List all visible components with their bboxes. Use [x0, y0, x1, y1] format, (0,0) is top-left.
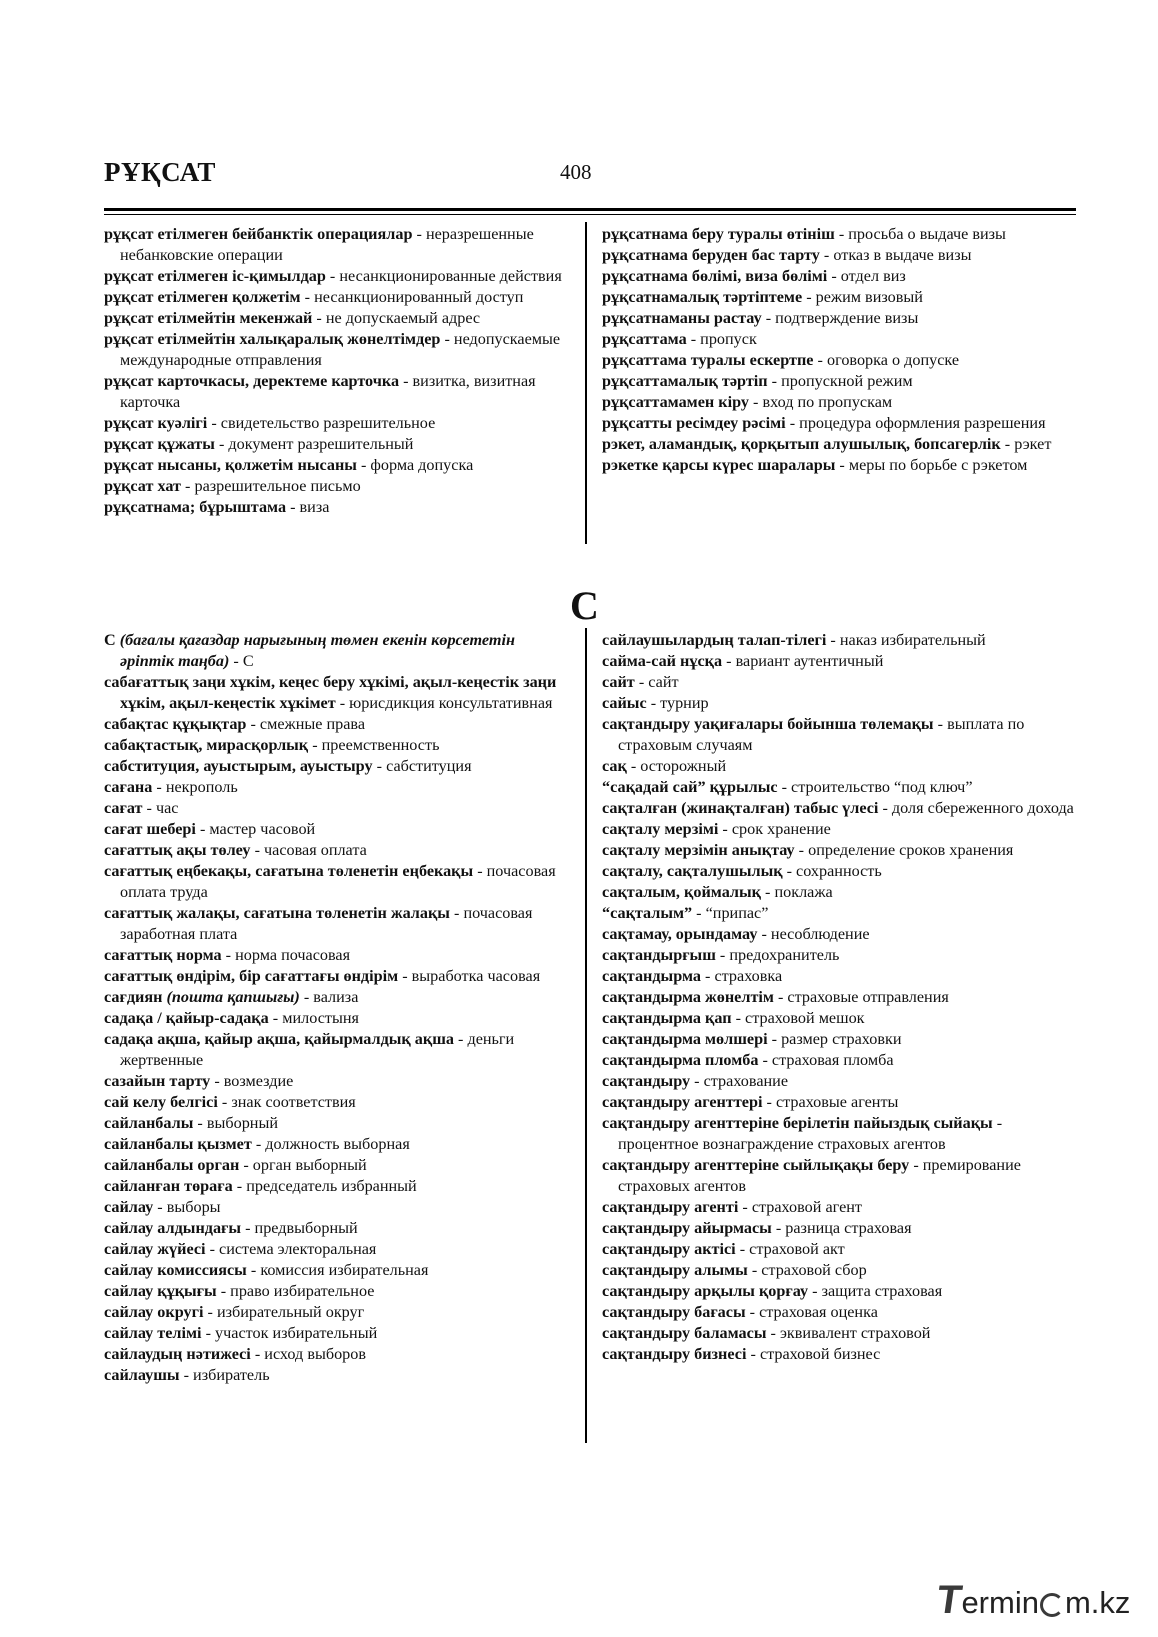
- entry-term: рұқсат карточкасы, деректеме карточка: [104, 372, 400, 390]
- entry-translation: сайт: [648, 673, 679, 691]
- dictionary-entry: сағаттық норма - норма почасовая: [104, 946, 351, 964]
- dictionary-entry: сайлау округі - избирательный округ: [104, 1303, 365, 1321]
- entry-term: сайлау алдындағы: [104, 1219, 242, 1237]
- entry-term: сақтандыру агенттеріне берілетін пайыздық сыйақы: [602, 1114, 993, 1132]
- entry-term: рұқсат нысаны, қолжетім нысаны: [104, 456, 357, 474]
- dictionary-entry: рұқсатнама беруден бас тарту - отказ в выдаче визы: [602, 246, 972, 264]
- entry-term: сағана: [104, 778, 153, 796]
- entry-translation: документ разрешительный: [228, 435, 414, 453]
- entry-term: сайлау телімі: [104, 1324, 202, 1342]
- dictionary-entry: рұқсат етілмейтін халықаралық жөнелтімдер - недопускаемые международные отправления: [104, 330, 561, 369]
- dictionary-entry: сайлаудың нәтижесі - исход выборов: [104, 1345, 366, 1363]
- entry-translation: страховой бизнес: [759, 1345, 881, 1363]
- header-rule-thin: [104, 214, 1076, 215]
- entry-translation: милостыня: [282, 1009, 359, 1027]
- dictionary-entry: рұқсат етілмеген бейбанктік операциялар - неразрешенные небанковские операции: [104, 225, 534, 264]
- dictionary-entry: рұқсат құжаты - документ разрешительный: [104, 435, 414, 453]
- dictionary-entry: сайлау құқығы - право избирательное: [104, 1282, 375, 1300]
- dictionary-entry: сақтандырма қап - страховой мешок: [602, 1009, 865, 1027]
- entry-term: сағаттық ақы төлеу: [104, 841, 251, 859]
- entry-translation: страховой сбор: [761, 1261, 867, 1279]
- entry-translation: возмездие: [223, 1072, 294, 1090]
- dictionary-entry: рұқсатнама беру туралы өтініш - просьба о выдаче визы: [602, 225, 1006, 243]
- entry-translation: председатель избранный: [246, 1177, 417, 1195]
- entry-term: С: [104, 631, 116, 649]
- dictionary-entry: рұқсатнамалық тәртіптеме - режим визовый: [602, 288, 923, 306]
- entry-translation: почасовая заработная плата: [120, 904, 533, 943]
- entry-term: сақтандыру бизнесі: [602, 1345, 747, 1363]
- dictionary-entry: рұқсатнаманы растау - подтверждение визы: [602, 309, 919, 327]
- dictionary-entry: сақтандырма жөнелтім - страховые отправления: [602, 988, 949, 1006]
- entry-term: сақталған (жинақталған) табыс үлесі: [602, 799, 879, 817]
- dictionary-entry: рұқсаттама - пропуск: [602, 330, 757, 348]
- page-header-title: РҰҚСАТ: [104, 157, 216, 187]
- dictionary-entry: сағаттық ақы төлеу - часовая оплата: [104, 841, 367, 859]
- entry-translation: страховые агенты: [775, 1093, 899, 1111]
- entry-translation: страховой агент: [751, 1198, 862, 1216]
- dictionary-entry: рұқсат хат - разрешительное письмо: [104, 477, 361, 495]
- entry-term: сақтандыру бағасы: [602, 1303, 746, 1321]
- entry-translation: юрисдикция консультативная: [349, 694, 553, 712]
- dictionary-entry: сағат - час: [104, 799, 179, 817]
- entry-translation: система электоральная: [219, 1240, 377, 1258]
- entry-term: сақтандыру: [602, 1072, 691, 1090]
- entry-term: сақтандыру алымы: [602, 1261, 748, 1279]
- entry-translation: неразрешенные небанковские операции: [120, 225, 534, 264]
- entry-translation: почасовая оплата труда: [120, 862, 556, 901]
- column-divider-bottom: [585, 628, 587, 1443]
- entry-term: сақтандырма мөлшері: [602, 1030, 768, 1048]
- entry-term: рэкет, аламандық, қорқытып алушылық, бопсагерлік: [602, 435, 1001, 453]
- entry-translation: процедура оформления разрешения: [799, 414, 1046, 432]
- entry-term: сағаттық жалақы, сағатына төленетін жалақы: [104, 904, 450, 922]
- entry-term: сақталу мерзімі: [602, 820, 719, 838]
- entry-term: сайлау комиссиясы: [104, 1261, 247, 1279]
- entry-translation: исход выборов: [264, 1345, 366, 1363]
- entry-term: рұқсат құжаты: [104, 435, 215, 453]
- entry-term: сайланған төраға: [104, 1177, 233, 1195]
- dictionary-entry: садақа ақша, қайыр ақша, қайырмалдық ақша - деньги жертвенные: [104, 1030, 515, 1069]
- entry-term: рұқсатнама бөлімі, виза бөлімі: [602, 267, 828, 285]
- watermark-letter: T: [933, 1578, 965, 1622]
- watermark-text-part1: ermin: [961, 1585, 1039, 1620]
- entry-translation: виза: [299, 498, 330, 516]
- entry-term: сабституция, ауыстырым, ауыстыру: [104, 757, 373, 775]
- entry-term: рұқсаттама: [602, 330, 687, 348]
- entry-term: сайланбалы орган: [104, 1156, 240, 1174]
- entry-term: рұқсаттамамен кіру: [602, 393, 749, 411]
- entry-translation: вализа: [313, 988, 359, 1006]
- dictionary-entry: рұқсат етілмеген қолжетім - несанкционированный доступ: [104, 288, 524, 306]
- entry-translation: выборный: [206, 1114, 278, 1132]
- entry-translation: мастер часовой: [209, 820, 316, 838]
- entry-translation: поклажа: [774, 883, 833, 901]
- entry-translation: пропускной режим: [781, 372, 913, 390]
- dictionary-entry: сақтандыру агенті - страховой агент: [602, 1198, 862, 1216]
- entry-translation: выработка часовая: [411, 967, 541, 985]
- entry-term: сақтандыру агенттері: [602, 1093, 763, 1111]
- entry-term: “сақадай сай” құрылыс: [602, 778, 778, 796]
- entry-translation: “припас”: [705, 904, 769, 922]
- entry-term: сақтандырма пломба: [602, 1051, 759, 1069]
- entry-translation: страховые отправления: [787, 988, 949, 1006]
- entry-term: рұқсат етілмеген бейбанктік операциялар: [104, 225, 413, 243]
- entry-term: сайлау жүйесі: [104, 1240, 206, 1258]
- dictionary-entry: рұқсаттамалық тәртіп - пропускной режим: [602, 372, 913, 390]
- entry-term: рұқсат хат: [104, 477, 181, 495]
- dictionary-entry: сақтандыру айырмасы - разница страховая: [602, 1219, 912, 1237]
- entry-translation: эквивалент страховой: [779, 1324, 931, 1342]
- entry-term: сағаттық норма: [104, 946, 222, 964]
- dictionary-entry: сақтандыру бизнесі - страховой бизнес: [602, 1345, 881, 1363]
- entry-translation: несоблюдение: [770, 925, 870, 943]
- entry-note: (бағалы қағаздар нарығының төмен екенін көрсететін әріптік таңба): [119, 631, 515, 670]
- entry-term: рұқсатнама; бұрыштама: [104, 498, 287, 516]
- entry-translation: свидетельство разрешительное: [220, 414, 436, 432]
- entry-translation: рэкет: [1014, 435, 1052, 453]
- dictionary-entry: сағаттық жалақы, сағатына төленетін жалақы - почасовая заработная плата: [104, 904, 533, 943]
- entry-translation: оговорка о допуске: [826, 351, 960, 369]
- entry-term: сабақтастық, мирасқорлық: [104, 736, 309, 754]
- entry-translation: срок хранение: [731, 820, 831, 838]
- dictionary-entry: сайланбалы қызмет - должность выборная: [104, 1135, 410, 1153]
- entry-term: сайлау: [104, 1198, 154, 1216]
- entry-translation: подтверждение визы: [775, 309, 919, 327]
- entry-term: сабағаттық заңи хұкім, кеңес беру хұкімі, ақыл-кеңестік заңи хұкім, ақыл-кеңестік хұкімет: [104, 673, 557, 712]
- dictionary-entry: садақа / қайыр-садақа - милостыня: [104, 1009, 359, 1027]
- entry-term: рұқсат етілмеген іс-қимылдар: [104, 267, 326, 285]
- entry-translation: визитка, визитная карточка: [120, 372, 536, 411]
- dictionary-entry: сабституция, ауыстырым, ауыстыру - сабституция: [104, 757, 472, 775]
- entry-term: садақа ақша, қайыр ақша, қайырмалдық ақша: [104, 1030, 454, 1048]
- entry-translation: предвыборный: [254, 1219, 358, 1237]
- dictionary-entry: сай келу белгісі - знак соответствия: [104, 1093, 356, 1111]
- entry-translation: страхование: [703, 1072, 789, 1090]
- entry-translation: отдел виз: [840, 267, 906, 285]
- entry-term: сақтандыру уақиғалары бойынша төлемақы: [602, 715, 934, 733]
- page-number: 408: [560, 160, 592, 184]
- entry-translation: страховая оценка: [759, 1303, 878, 1321]
- entry-term: сайлау құқығы: [104, 1282, 217, 1300]
- column-divider-top: [585, 222, 587, 544]
- dictionary-entry: сақтандыру баламасы - эквивалент страховой: [602, 1324, 931, 1342]
- entry-term: рұқсатнама беруден бас тарту: [602, 246, 820, 264]
- entry-term: сақтандыру айырмасы: [602, 1219, 772, 1237]
- entry-term: сақталу, сақталушылық: [602, 862, 783, 880]
- dictionary-entry: “сақталым” - “припас”: [602, 904, 769, 922]
- entry-translation: просьба о выдаче визы: [848, 225, 1006, 243]
- entry-translation: смежные права: [259, 715, 366, 733]
- entry-note: (пошта қапшығы): [166, 988, 300, 1006]
- dictionary-entry: “сақадай сай” құрылыс - строительство “под ключ”: [602, 778, 973, 796]
- section-letter: С: [570, 583, 599, 628]
- entry-translation: меры по борьбе с рэкетом: [848, 456, 1028, 474]
- dictionary-entry: рұқсат етілмейтін мекенжай - не допускаемый адрес: [104, 309, 481, 327]
- dictionary-entry: сақтандыру бағасы - страховая оценка: [602, 1303, 878, 1321]
- dictionary-entry: сайма-сай нұсқа - вариант аутентичный: [602, 652, 884, 670]
- entry-translation: орган выборный: [252, 1156, 367, 1174]
- entry-translation: часовая оплата: [264, 841, 367, 859]
- dictionary-entry: рэкетке қарсы күрес шаралары - меры по борьбе с рэкетом: [602, 456, 1028, 474]
- entry-term: рұқсат етілмейтін мекенжай: [104, 309, 313, 327]
- entry-term: сағат: [104, 799, 143, 817]
- dictionary-entry: рұқсаттама туралы ескертпе - оговорка о допуске: [602, 351, 960, 369]
- dictionary-entry: рұқсат куәлігі - свидетельство разрешительное: [104, 414, 436, 432]
- entry-term: рұқсаттамалық тәртіп: [602, 372, 768, 390]
- dictionary-entry: сағаттық еңбекақы, сағатына төленетін еңбекақы - почасовая оплата труда: [104, 862, 556, 901]
- entry-translation: страховой мешок: [745, 1009, 865, 1027]
- dictionary-entry: сақтандырғыш - предохранитель: [602, 946, 840, 964]
- entry-translation: разрешительное письмо: [194, 477, 361, 495]
- entry-term: сабақтас құқықтар: [104, 715, 247, 733]
- entry-term: рұқсатты ресімдеу рәсімі: [602, 414, 786, 432]
- entry-term: рұқсатнаманы растау: [602, 309, 762, 327]
- dictionary-entry: рұқсат нысаны, қолжетім нысаны - форма допуска: [104, 456, 474, 474]
- dictionary-entry: сақтамау, орындамау - несоблюдение: [602, 925, 870, 943]
- entry-term: сақталу мерзімін анықтау: [602, 841, 795, 859]
- dictionary-entry: сайлау комиссиясы - комиссия избирательная: [104, 1261, 429, 1279]
- watermark-text-part2: m.kz: [1064, 1585, 1131, 1620]
- entry-term: рұқсаттама туралы ескертпе: [602, 351, 814, 369]
- entry-term: сағат шебері: [104, 820, 196, 838]
- entry-term: сақтандыру агенттеріне сыйлықақы беру: [602, 1156, 910, 1174]
- dictionary-entry: рұқсатнама; бұрыштама - виза: [104, 498, 330, 516]
- dictionary-entry: сақтандырма пломба - страховая пломба: [602, 1051, 894, 1069]
- dictionary-entry: сағдиян (пошта қапшығы) - вализа: [104, 988, 359, 1006]
- dictionary-entry: сақталым, қоймалық - поклажа: [602, 883, 833, 901]
- dictionary-entry: сақталу мерзімін анықтау - определение сроков хранения: [602, 841, 1014, 859]
- entry-translation: наказ избирательный: [839, 631, 986, 649]
- entry-translation: турнир: [660, 694, 709, 712]
- entry-translation: форма допуска: [370, 456, 474, 474]
- entry-translation: несанкционированный доступ: [314, 288, 524, 306]
- dictionary-entry: сайыс - турнир: [602, 694, 709, 712]
- entry-term: сақтандыру баламасы: [602, 1324, 767, 1342]
- dictionary-entry: сақтандыру актісі - страховой акт: [602, 1240, 845, 1258]
- top-right-column: [602, 224, 1076, 476]
- entry-translation: строительство “под ключ”: [791, 778, 973, 796]
- dictionary-entry: сағаттық өндірім, бір сағаттағы өндірім - выработка часовая: [104, 967, 541, 985]
- dictionary-entry: сақ - осторожный: [602, 757, 727, 775]
- entry-term: сағдиян: [104, 988, 163, 1006]
- dictionary-entry: сақталу мерзімі - срок хранение: [602, 820, 831, 838]
- dictionary-entry: рұқсатты ресімдеу рәсімі - процедура оформления разрешения: [602, 414, 1046, 432]
- entry-translation: процентное вознаграждение страховых агентов: [618, 1135, 946, 1153]
- entry-term: сайт: [602, 673, 635, 691]
- entry-term: сайланбалы: [104, 1114, 194, 1132]
- dictionary-entry: сайланбалы - выборный: [104, 1114, 278, 1132]
- entry-term: садақа / қайыр-садақа: [104, 1009, 269, 1027]
- dictionary-entry: сақтандыру агенттеріне берілетін пайыздық сыйақы - процентное вознаграждение страховых агентов: [602, 1114, 1003, 1153]
- entry-term: сақталым, қоймалық: [602, 883, 761, 901]
- entry-term: сайыс: [602, 694, 647, 712]
- entry-term: сағаттық өндірім, бір сағаттағы өндірім: [104, 967, 399, 985]
- entry-term: сақтандыру актісі: [602, 1240, 736, 1258]
- entry-translation: избиратель: [193, 1366, 270, 1384]
- dictionary-entry: сабақтастық, мирасқорлық - преемственность: [104, 736, 440, 754]
- entry-translation: определение сроков хранения: [808, 841, 1014, 859]
- entry-translation: сохранность: [796, 862, 882, 880]
- bottom-left-column: [104, 630, 570, 1386]
- entry-translation: страховая пломба: [771, 1051, 894, 1069]
- entry-translation: избирательный округ: [216, 1303, 365, 1321]
- dictionary-entry: сайлаушы - избиратель: [104, 1366, 270, 1384]
- dictionary-entry: сайланбалы орган - орган выборный: [104, 1156, 367, 1174]
- entry-term: “сақталым”: [602, 904, 693, 922]
- top-left-column: [104, 224, 570, 518]
- entry-translation: деньги жертвенные: [120, 1030, 515, 1069]
- dictionary-entry: рұқсатнама бөлімі, виза бөлімі - отдел виз: [602, 267, 906, 285]
- dictionary-entry: сабақтас құқықтар - смежные права: [104, 715, 366, 733]
- dictionary-entry: сағана - некрополь: [104, 778, 238, 796]
- dictionary-entry: рэкет, аламандық, қорқытып алушылық, бопсагерлік - рэкет: [602, 435, 1052, 453]
- entry-term: сайлаушы: [104, 1366, 180, 1384]
- header-rule-thick: [104, 208, 1076, 211]
- dictionary-entry: рұқсаттамамен кіру - вход по пропускам: [602, 393, 893, 411]
- entry-term: сақтандырма жөнелтім: [602, 988, 774, 1006]
- entry-term: сақтандыру арқылы қорғау: [602, 1282, 809, 1300]
- dictionary-entry: сабағаттық заңи хұкім, кеңес беру хұкімі, ақыл-кеңестік заңи хұкім, ақыл-кеңестік хұкімет - юрисдикция консультативная: [104, 673, 557, 712]
- entry-translation: разница страховая: [785, 1219, 912, 1237]
- entry-translation: пропуск: [700, 330, 757, 348]
- entry-term: рұқсат етілмейтін халықаралық жөнелтімдер: [104, 330, 441, 348]
- bottom-right-column: [602, 630, 1076, 1365]
- entry-translation: премирование страховых агентов: [618, 1156, 1021, 1195]
- entry-term: рұқсатнама беру туралы өтініш: [602, 225, 835, 243]
- entry-translation: знак соответствия: [231, 1093, 356, 1111]
- dictionary-entry: сақтандырма - страховка: [602, 967, 783, 985]
- entry-translation: сабституция: [386, 757, 472, 775]
- entry-translation: предохранитель: [729, 946, 840, 964]
- entry-translation: недопускаемые международные отправления: [120, 330, 561, 369]
- entry-translation: должность выборная: [265, 1135, 410, 1153]
- entry-translation: не допускаемый адрес: [325, 309, 481, 327]
- entry-term: сақтамау, орындамау: [602, 925, 758, 943]
- dictionary-entry: сақтандыру уақиғалары бойынша төлемақы - выплата по страховым случаям: [602, 715, 1025, 754]
- dictionary-entry: сазайын тарту - возмездие: [104, 1072, 294, 1090]
- entry-translation: отказ в выдаче визы: [833, 246, 972, 264]
- dictionary-entry: сақтандыру алымы - страховой сбор: [602, 1261, 867, 1279]
- dictionary-entry: сайт - сайт: [602, 673, 679, 691]
- dictionary-entry: сайлау телімі - участок избирательный: [104, 1324, 378, 1342]
- dictionary-entry: сақталу, сақталушылық - сохранность: [602, 862, 882, 880]
- dictionary-entry: С (бағалы қағаздар нарығының төмен екенін көрсететін әріптік таңба) - С: [104, 631, 515, 670]
- dictionary-entry: сақтандыру агенттеріне сыйлықақы беру - премирование страховых агентов: [602, 1156, 1021, 1195]
- entry-translation: С: [242, 652, 254, 670]
- entry-term: сайлау округі: [104, 1303, 204, 1321]
- entry-term: сайланбалы қызмет: [104, 1135, 252, 1153]
- dictionary-entry: сайлау - выборы: [104, 1198, 221, 1216]
- dictionary-entry: рұқсат етілмеген іс-қимылдар - несанкционированные действия: [104, 267, 562, 285]
- entry-translation: час: [155, 799, 179, 817]
- circle-c-icon: [1040, 1593, 1064, 1617]
- entry-translation: защита страховая: [821, 1282, 943, 1300]
- dictionary-entry: сақтандыру арқылы қорғау - защита страховая: [602, 1282, 943, 1300]
- entry-term: сайлаудың нәтижесі: [104, 1345, 251, 1363]
- entry-translation: вариант аутентичный: [735, 652, 884, 670]
- entry-term: сайма-сай нұсқа: [602, 652, 723, 670]
- entry-translation: несанкционированные действия: [339, 267, 562, 285]
- dictionary-entry: сақтандыру - страхование: [602, 1072, 789, 1090]
- entry-translation: участок избирательный: [215, 1324, 378, 1342]
- entry-translation: страховой акт: [749, 1240, 845, 1258]
- entry-translation: норма почасовая: [235, 946, 351, 964]
- entry-translation: преемственность: [321, 736, 440, 754]
- dictionary-entry: сайлаушылардың талап-тілегі - наказ избирательный: [602, 631, 986, 649]
- dictionary-entry: сақтандыру агенттері - страховые агенты: [602, 1093, 899, 1111]
- entry-translation: вход по пропускам: [762, 393, 893, 411]
- entry-term: сақ: [602, 757, 627, 775]
- entry-translation: осторожный: [640, 757, 727, 775]
- entry-term: сақтандырма: [602, 967, 701, 985]
- entry-term: сайлаушылардың талап-тілегі: [602, 631, 827, 649]
- entry-term: сақтандыру агенті: [602, 1198, 739, 1216]
- entry-term: сазайын тарту: [104, 1072, 211, 1090]
- dictionary-entry: сайлау алдындағы - предвыборный: [104, 1219, 358, 1237]
- entry-term: сағаттық еңбекақы, сағатына төленетін еңбекақы: [104, 862, 474, 880]
- entry-translation: доля сбереженного дохода: [891, 799, 1074, 817]
- dictionary-entry: сақтандырма мөлшері - размер страховки: [602, 1030, 902, 1048]
- entry-term: рұқсатнамалық тәртіптеме: [602, 288, 803, 306]
- entry-term: сақтандырма қап: [602, 1009, 732, 1027]
- entry-translation: выплата по страховым случаям: [618, 715, 1025, 754]
- entry-term: сақтандырғыш: [602, 946, 716, 964]
- entry-translation: размер страховки: [781, 1030, 902, 1048]
- entry-translation: страховка: [714, 967, 783, 985]
- entry-term: рұқсат етілмеген қолжетім: [104, 288, 301, 306]
- terminkom-watermark-logo: [933, 1578, 1131, 1624]
- dictionary-entry: сақталған (жинақталған) табыс үлесі - доля сбереженного дохода: [602, 799, 1074, 817]
- entry-term: сай келу белгісі: [104, 1093, 218, 1111]
- dictionary-entry: сағат шебері - мастер часовой: [104, 820, 316, 838]
- dictionary-entry: рұқсат карточкасы, деректеме карточка - визитка, визитная карточка: [104, 372, 536, 411]
- entry-term: рэкетке қарсы күрес шаралары: [602, 456, 836, 474]
- entry-translation: комиссия избирательная: [260, 1261, 429, 1279]
- dictionary-entry: сайланған төраға - председатель избранный: [104, 1177, 417, 1195]
- entry-translation: выборы: [166, 1198, 221, 1216]
- dictionary-entry: сайлау жүйесі - система электоральная: [104, 1240, 377, 1258]
- entry-translation: право избирательное: [230, 1282, 375, 1300]
- entry-translation: режим визовый: [815, 288, 923, 306]
- entry-term: рұқсат куәлігі: [104, 414, 208, 432]
- entry-translation: некрополь: [165, 778, 238, 796]
